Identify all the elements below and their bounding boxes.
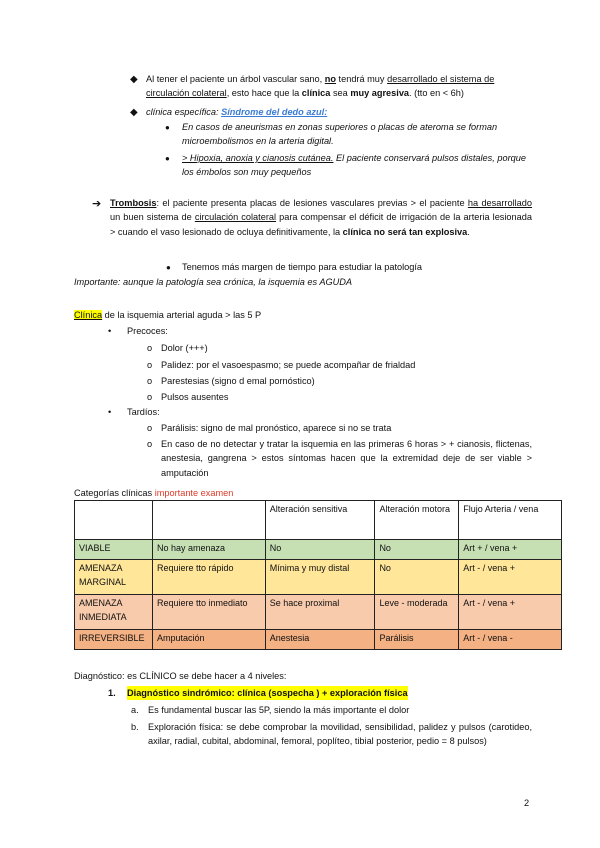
circle-marker: o — [147, 343, 153, 353]
table-cell: Art - / vena - — [459, 630, 562, 650]
text-segment: Al tener el paciente un árbol vascular sano, — [146, 74, 325, 84]
text-clinica-highlight: Clínica — [74, 310, 103, 320]
table-cell: Art - / vena + — [459, 560, 562, 595]
table-header-cell — [152, 501, 265, 540]
table-cell: No — [375, 560, 459, 595]
bullet-marker: • — [108, 326, 112, 336]
table-cell: VIABLE — [75, 540, 153, 560]
table-cell: IRREVERSIBLE — [75, 630, 153, 650]
precoz-dolor: Dolor (+++) — [161, 343, 208, 353]
text-hipoxia: > Hipoxia, anoxia y cianosis cutánea. — [182, 153, 334, 163]
categorias-heading — [74, 486, 233, 500]
text-no: no — [324, 74, 336, 84]
table-cell: Art + / vena + — [459, 540, 562, 560]
clinica-heading — [74, 308, 261, 322]
table-row-viable — [75, 540, 562, 560]
sindrome-dedo-azul-link[interactable]: Síndrome del dedo azul: — [221, 107, 328, 117]
table-cell: Requiere tto inmediato — [152, 595, 265, 630]
table-cell: Mínima y muy distal — [265, 560, 375, 595]
circle-marker: o — [147, 423, 153, 433]
precoz-pulsos: Pulsos ausentes — [161, 392, 229, 402]
precoz-parestesias: Parestesias (signo d emal pornóstico) — [161, 376, 315, 386]
text-muy-agresiva: muy agresiva — [350, 88, 410, 99]
text-trombosis: Trombosis — [110, 198, 157, 208]
sub-bullet-aneurismas: En casos de aneurismas en zonas superiores o placas de ateroma se forman microembolismos en la arteria digital. — [182, 122, 498, 147]
text-segment: , esto hace que la — [226, 88, 302, 99]
dot-bullet-icon: ● — [166, 263, 171, 272]
bullet-arbol-vascular — [146, 72, 532, 101]
text-segment: . (tto en < 6h) — [409, 88, 464, 99]
text-segment: clínica específica: — [146, 107, 222, 117]
table-header-row — [75, 501, 562, 540]
table-cell: AMENAZA INMEDIATA — [75, 595, 153, 630]
table-cell: Art - / vena + — [459, 595, 562, 630]
text-segment: El paciente conservará pulsos distales, porque los émbolos son muy pequeños — [182, 153, 526, 178]
tardio-deteccion: En caso de no detectar y tratar la isquemia en las primeras 6 horas > + cianosis, flictenas, anestesia, gangrena > estos síntomas hacen que la extremidad deje de ser viable > amputación — [161, 439, 532, 478]
table-header-cell — [75, 501, 153, 540]
table-cell: Leve - moderada — [375, 595, 459, 630]
text-segment: tendrá muy — [336, 74, 388, 84]
page-number: 2 — [524, 798, 530, 808]
text-importante-examen: importante examen — [154, 488, 234, 498]
table-cell: No hay amenaza — [152, 540, 265, 560]
text-circulacion-colateral: circulación colateral — [194, 212, 277, 223]
text-segment: Categorías clínicas — [74, 488, 155, 498]
dot-bullet-icon: ● — [165, 154, 170, 163]
diamond-bullet-icon: ◆ — [130, 74, 138, 85]
precoces-label: Precoces: — [127, 326, 168, 336]
tardios-label: Tardíos: — [127, 407, 160, 417]
text-segment: un buen sistema de — [110, 212, 195, 223]
table-row-marginal — [75, 560, 562, 595]
categorias-table — [74, 500, 562, 650]
text-desarrollado: desarrollado el sistema de circulación colateral — [146, 74, 495, 99]
bullet-clinica-especifica — [146, 105, 327, 119]
circle-marker: o — [147, 360, 153, 370]
bullet-marker: • — [108, 407, 112, 417]
precoz-palidez: Palidez: por el vasoespasmo; se puede acompañar de frialdad — [161, 360, 416, 370]
text-segment: : el paciente presenta placas de lesiones vasculares previas > el paciente — [156, 198, 468, 208]
importante-note: Importante: aunque la patología sea crónica, la isquemia es AGUDA — [74, 277, 352, 287]
text-clinica: clínica — [301, 88, 331, 99]
trombosis-paragraph — [110, 196, 532, 239]
table-cell: No — [265, 540, 375, 560]
table-cell: AMENAZA MARGINAL — [75, 560, 153, 595]
diagnostico-item-b: Exploración física: se debe comprobar la movilidad, sensibilidad, palidez y pulsos (carotideo, axilar, radial, cubital, abdominal, femoral, poplíteo, tibial posterior, pedio = 8 pulsos) — [148, 722, 532, 747]
list-letter: a. — [131, 705, 139, 715]
text-segment: sea — [330, 88, 351, 99]
dot-bullet-icon: ● — [165, 123, 170, 132]
text-segment: . — [467, 226, 470, 237]
tardio-paralisis: Parálisis: signo de mal pronóstico, aparece si no se trata — [161, 423, 392, 433]
table-header-cell: Alteración motora — [375, 501, 459, 540]
table-header-cell: Alteración sensitiva — [265, 501, 375, 540]
diagnostico-intro: Diagnóstico: es CLÍNICO se debe hacer a 4 niveles: — [74, 671, 287, 681]
text-segment: de la isquemia arterial aguda > las 5 P — [102, 310, 262, 320]
list-number: 1. — [108, 688, 116, 698]
table-row-irreversible — [75, 630, 562, 650]
table-row-inmediata — [75, 595, 562, 630]
list-letter: b. — [131, 722, 139, 732]
text-segment: para compensar el déficit de irrigación de la arteria lesionada > cuando el vaso lesionado de ocluya definitivamente, la — [110, 212, 532, 237]
diagnostico-sindromico: Diagnóstico sindrómico: clínica (sospecha ) + exploración física — [127, 686, 408, 700]
table-cell: Parálisis — [375, 630, 459, 650]
diagnostico-item-a: Es fundamental buscar las 5P, siendo la más importante el dolor — [148, 705, 410, 715]
sub-bullet-hipoxia — [182, 151, 532, 180]
table-cell: Anestesia — [265, 630, 375, 650]
table-cell: No — [375, 540, 459, 560]
table-cell: Se hace proximal — [265, 595, 375, 630]
circle-marker: o — [147, 392, 153, 402]
arrow-right-icon: ➔ — [92, 198, 102, 210]
circle-marker: o — [147, 376, 153, 386]
trombosis-bullet: Tenemos más margen de tiempo para estudiar la patología — [182, 262, 423, 272]
table-cell: Requiere tto rápido — [152, 560, 265, 595]
table-cell: Amputación — [152, 630, 265, 650]
table-header-cell: Flujo Arteria / vena — [459, 501, 562, 540]
text-clinica-no-explosiva: clínica no será tan explosiva — [342, 226, 468, 237]
circle-marker: o — [147, 439, 153, 449]
text-ha-desarrollado: ha desarrollado — [467, 198, 533, 208]
diamond-bullet-icon: ◆ — [130, 107, 138, 118]
